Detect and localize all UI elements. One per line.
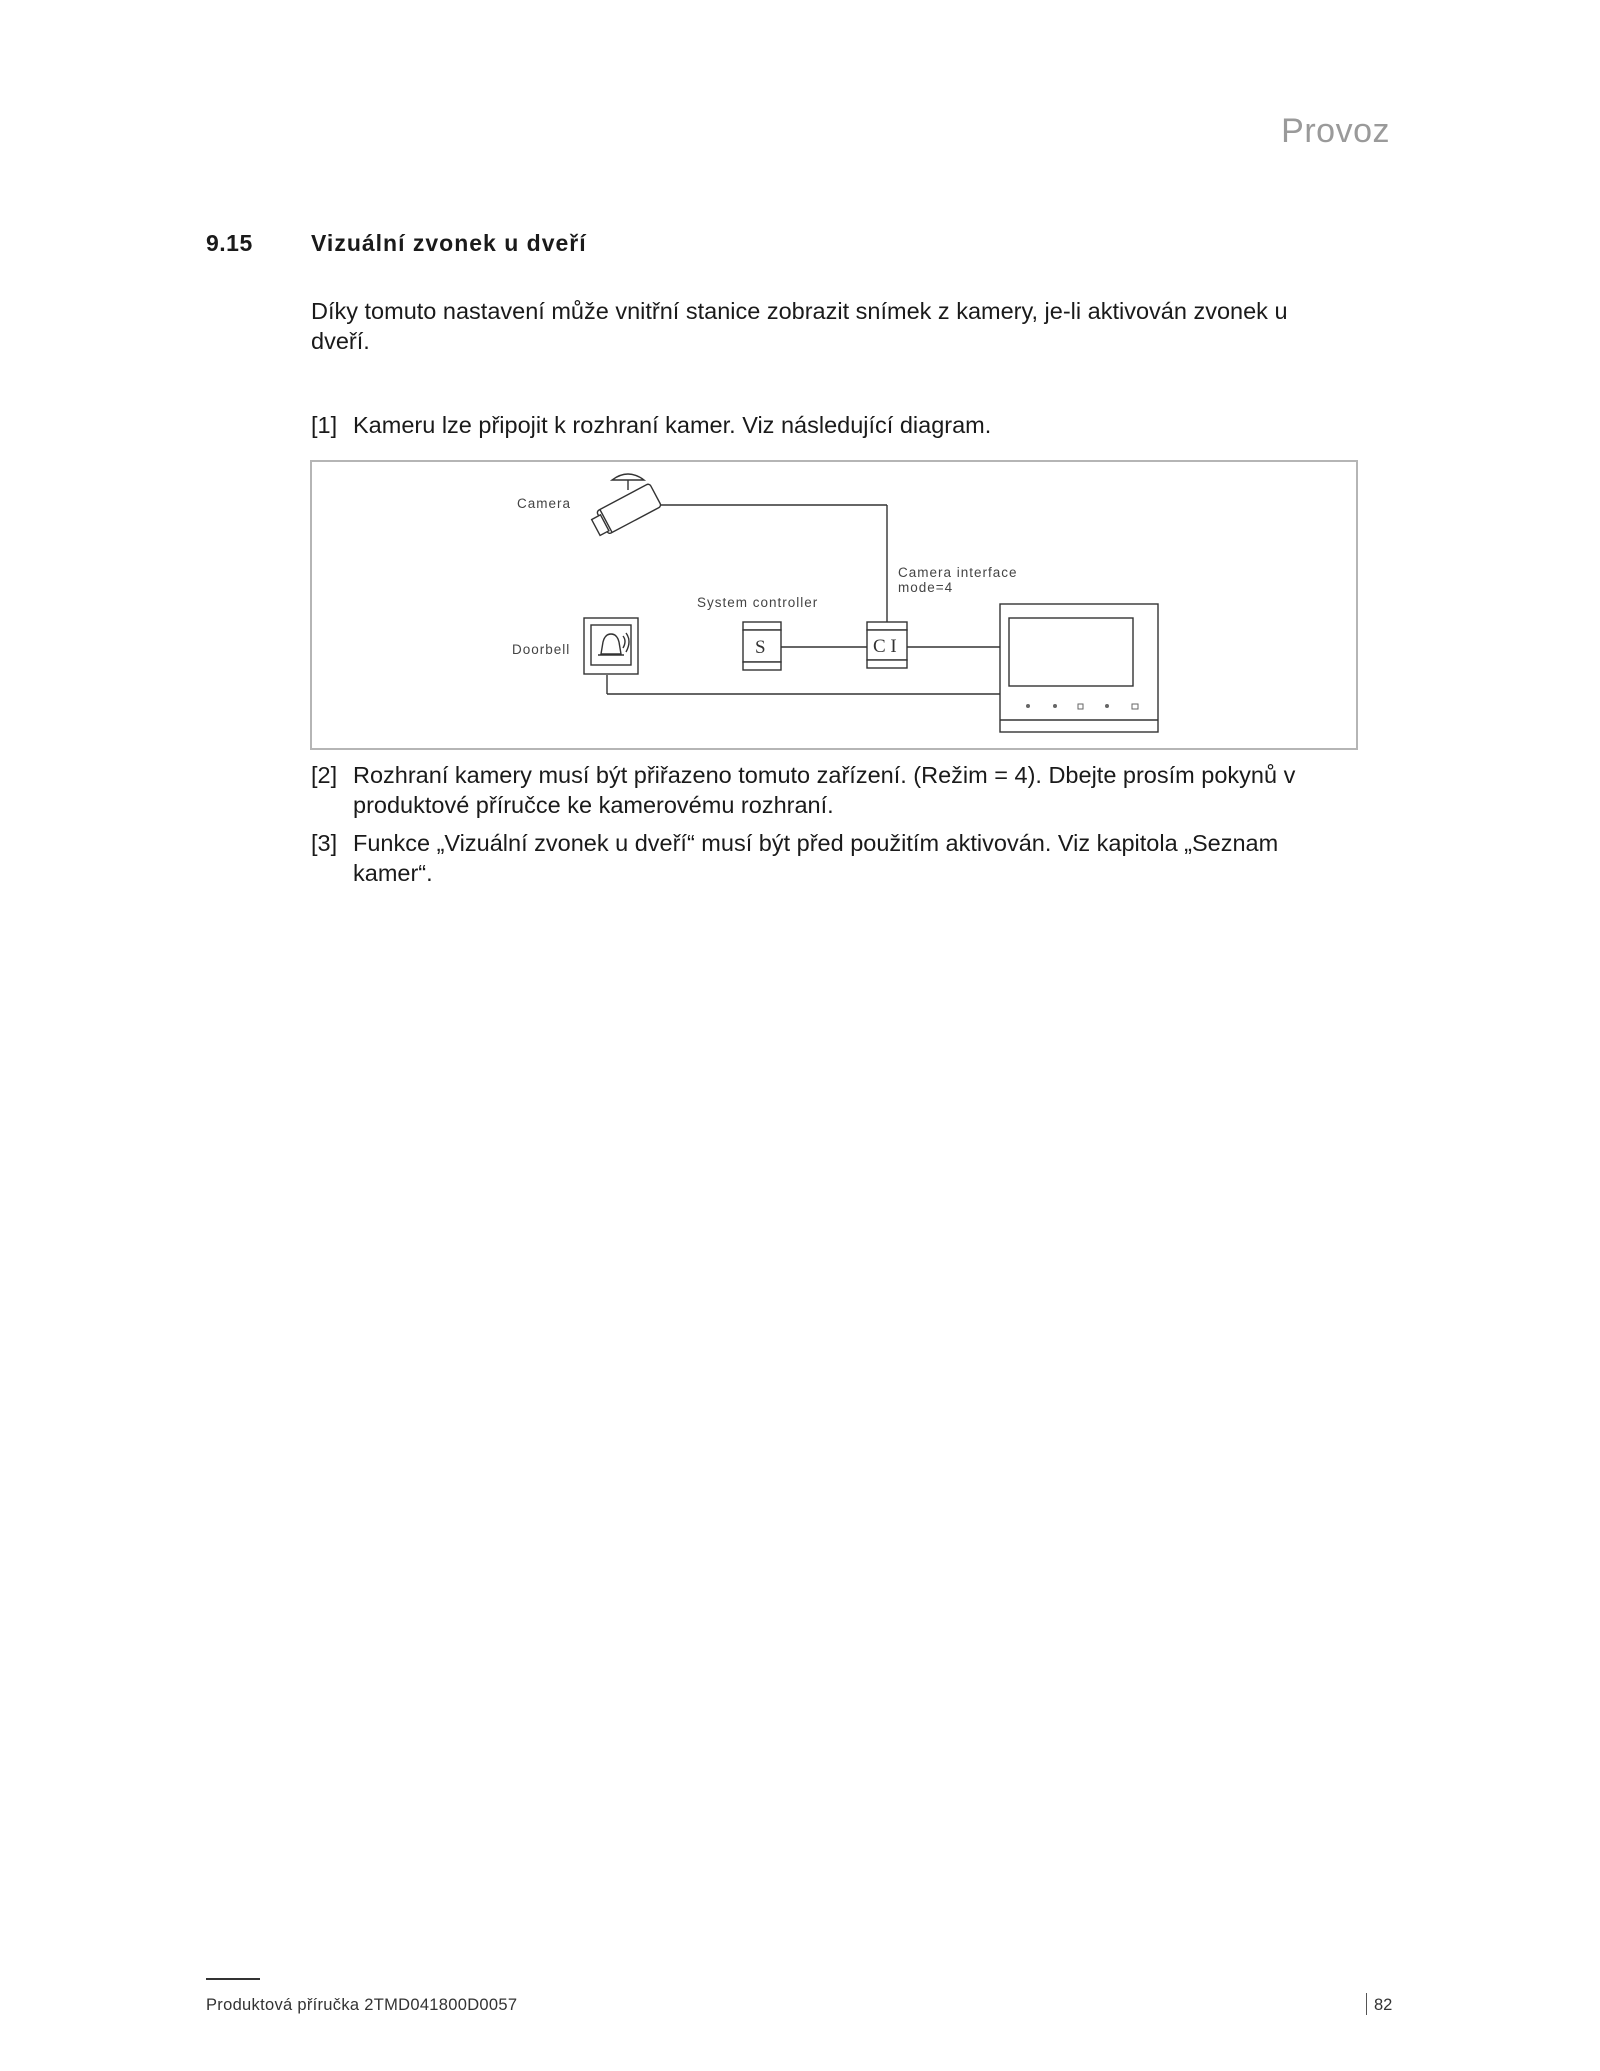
camera-label: Camera <box>517 496 572 511</box>
wiring-diagram <box>310 460 1358 750</box>
ci-label-line1: Camera interface <box>898 565 1018 580</box>
diagram-svg <box>312 462 1360 752</box>
step-number: [3] <box>311 830 338 856</box>
section-header: Provoz <box>1281 112 1390 150</box>
step-text: Rozhraní kamery musí být přiřazeno tomuto zařízení. (Režim = 4). Dbejte prosím pokynů v produktové příručce ke kamerovému rozhraní. <box>353 762 1296 818</box>
doorbell-label: Doorbell <box>512 642 571 657</box>
footer-rule <box>206 1978 260 1980</box>
list-item <box>311 828 1351 888</box>
section-title: Vizuální zvonek u dveří <box>311 230 587 256</box>
footer-separator <box>1366 1993 1367 2015</box>
ci-label-line2: mode=4 <box>898 580 954 595</box>
page-number: 82 <box>1374 1996 1393 2014</box>
list-item <box>311 410 1351 440</box>
camera-icon <box>589 474 661 538</box>
step-text: Kameru lze připojit k rozhraní kamer. Viz následující diagram. <box>353 412 992 438</box>
footer-manual-id: Produktová příručka 2TMD041800D0057 <box>206 1996 518 2014</box>
ci-symbol: C I <box>873 636 897 657</box>
list-item <box>311 760 1351 820</box>
intro-paragraph: Díky tomuto nastavení může vnitřní stanice zobrazit snímek z kamery, je-li aktivován zvonek u dveří. <box>311 298 1288 354</box>
step-number: [2] <box>311 762 338 788</box>
system-controller-label: System controller <box>697 595 819 610</box>
s-symbol: S <box>755 637 766 658</box>
step-number: [1] <box>311 412 338 438</box>
step-text: Funkce „Vizuální zvonek u dveří“ musí být před použitím aktivován. Viz kapitola „Seznam kamer“. <box>353 830 1279 886</box>
doorbell-unit <box>584 618 638 674</box>
section-number: 9.15 <box>206 230 253 256</box>
indoor-monitor <box>1000 604 1158 732</box>
